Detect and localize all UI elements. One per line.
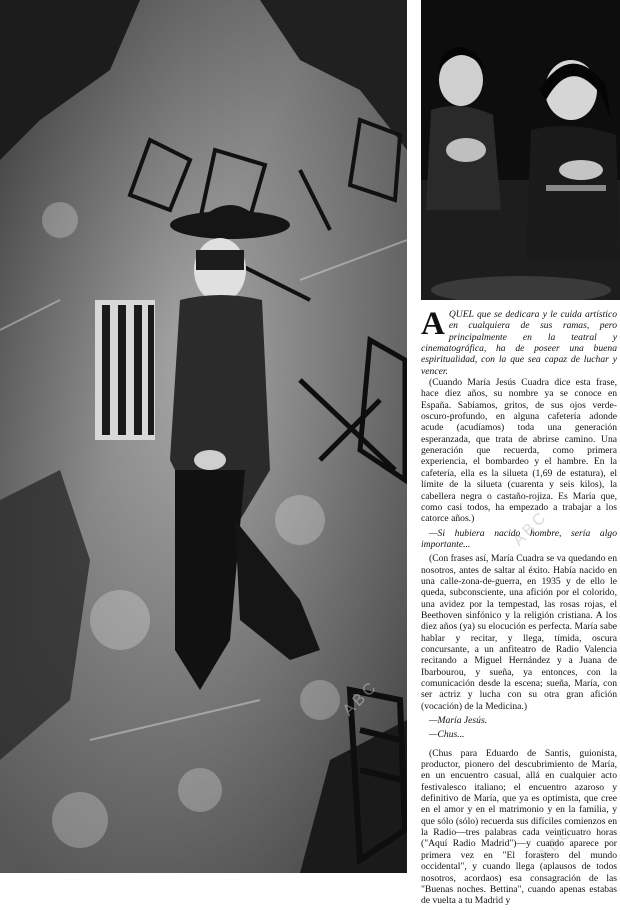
- watermark: ABC: [339, 677, 382, 720]
- lead-text: QUEL que se dedicara y le cuida artístico en cualquiera de sus ramas, pero principalmente en la teatral y cinematográfica, ha de poseer una buena espiritualidad, con la que sea capaz de luchar y vencer.: [421, 309, 617, 377]
- dialog-line: —María Jesús.: [429, 715, 488, 727]
- watermark: ABC: [509, 507, 552, 550]
- drop-cap: A: [421, 306, 445, 342]
- inset-photo-illustration: [421, 0, 620, 300]
- article-lead: [421, 306, 617, 377]
- article-paragraph: (Con frases así, María Cuadra se va quedando en nosotros, antes de saltar al éxito. Había nacido en una calle-zona-de-guerra, en 1935 y de ello le queda, subconsciente, una afición por el colorido, una avidez por la tempestad, las rosas rojas, el Beethoven sinfónico y la religión cristiana. A los diez años (ya) su elocución es perfecta. María sabe hablar y recitar, y llega, tímida, oscura concursante, a un anfiteatro de Radio Valencia recitando a Miguel Hernández y a Juana de Ibarbourou, y sueña, ya entonces, con la comunicación desde la escena; sueña, María, con ser actriz y lucha con su otra gran afición (vocación) de la Medicina.): [421, 553, 617, 712]
- dialog-line: —Chus...: [429, 729, 465, 741]
- watermark: ABC: [534, 822, 577, 865]
- article-paragraph: (Cuando María Jesús Cuadra dice esta frase, hace diez años, su nombre ya se conoce en España. Sabíamos, gritos, de sus ojos verde-oscuro-profundo, en alguna cafetería adonde acude (acudíamos) toda una generación esperanzada, que trata de abrirse camino. Una generación que recuerda, como primera experiencia, el bombardeo y el hambre. En la cafetería, ella es la silueta (1,69 de estatura), el límite de la silueta (cuarenta y seis kilos), la cabellera negra o castaño-rojiza. Es María que, como casi todos, ha empezado a trabajar a los catorce años.): [421, 377, 617, 525]
- article-paragraph: (Chus para Eduardo de Santis, guionista, productor, pionero del descubrimiento de María, en un encuentro casual, allá en cualquier acto festivalesco italiano; el encuentro azaroso y definitivo de María, que ya es optimista, que cree en el amor y en el matrimonio y en la familia, y que sólo (sólo) recuerda sus difíciles comienzos en la Radio—tres palabras cada veinticuatro horas ("Aquí Radio Madrid")—y cuando aparece por primera vez en "El forastero del mundo occidental", y cuando llega (aplausos de todos nosotros, acordaos) esa consagración de las "Buenas noches. Bettina", cuando apenas estabas de vuelta a tu Madrid y: [421, 747, 617, 907]
- dialog-line: —Si hubiera nacido hombre, sería algo importante...: [421, 527, 617, 550]
- inset-photo: [421, 0, 620, 300]
- article-column: [421, 306, 617, 910]
